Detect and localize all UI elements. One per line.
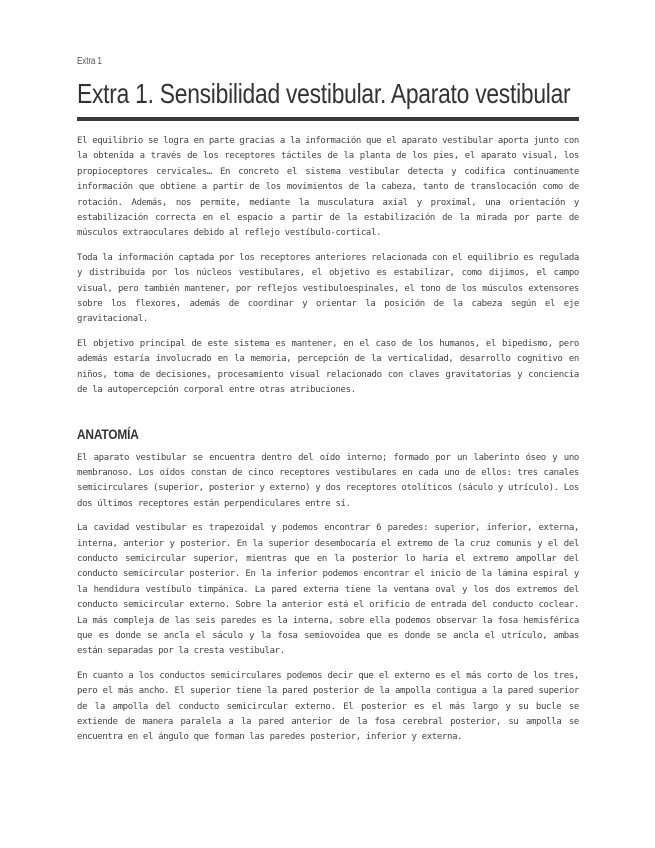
page-title: Extra 1. Sensibilidad vestibular. Aparato vestibular [77, 78, 571, 109]
intro-paragraph-1: El equilibrio se logra en parte gracias a la información que el aparato vestibular aporta junto con la obtenida a través de los receptores táctiles de la planta de los pies, el aparato visual, los propioceptores cervicales… En concreto el sistema vestibular detecta y codifica continuamente información que obtiene a partir de los movimientos de la cabeza, tanto de translocación como de rotación. Además, nos permite, mediante la musculatura axial y proximal, una orientación y estabilización correcta en el espacio a partir de la estabilización de la mirada por parte de músculos extraoculares debido al reflejo vestíbulo-cortical. [77, 136, 579, 239]
intro-paragraph-2: Toda la información captada por los receptores anteriores relacionada con el equilibrio es regulada y distribuida por los núcleos vestibulares, el objetivo es estabilizar, como dijimos, el campo visual, pero también mantener, por reflejos vestibuloespinales, el tono de los músculos extensores sobre los flexores, además de coordinar y orientar la posición de la cabeza según el eje gravitacional. [77, 252, 579, 325]
anatomia-paragraph-1: El aparato vestibular se encuentra dentro del oído interno; formado por un laberinto óseo y uno membranoso. Los oídos constan de cinco receptores vestibulares en cada uno de ellos: tres canales semicirculares (superior, posterior y externo) y dos receptores otolíticos (sáculo y utrículo). Los dos últimos receptores están perpendiculares entre sí. [77, 452, 579, 509]
anatomia-paragraph-2: La cavidad vestibular es trapezoidal y podemos encontrar 6 paredes: superior, inferior, externa, interna, anterior y posterior. En la superior desembocaría el extremo de la cruz comunis y el del conducto semicircular superior, mientras que en la posterior lo haría el extremo ampollar del conducto semicircular posterior. En la inferior podemos encontrar el inicio de la lámina espiral y la hendidura vestíbulo timpánica. La pared externa tiene la ventana oval y los dos extremos del conducto semicircular externo. Sobre la anterior está el orificio de entrada del conducto coclear. La más compleja de las seis paredes es la interna, sobre ella podemos observar la fosa hemisférica que es donde se ancla el sáculo y la fosa semiovoidea que es donde se ancla el utrículo, ambas están separadas por la cresta vestibular. [77, 523, 579, 657]
title-rule [77, 117, 579, 121]
running-head: Extra 1 [77, 56, 102, 67]
anatomia-section [77, 426, 579, 746]
intro-section [77, 134, 579, 399]
anatomia-paragraph-3: En cuanto a los conductos semicirculares podemos decir que el externo es el más corto de los tres, pero el más ancho. El superior tiene la pared posterior de la ampolla contigua a la pared superior de la ampolla del conducto semicircular externo. El posterior es el más largo y su bucle se extiende de manera paralela a la pared anterior de la fosa cerebral posterior, su ampolla se encuentra en el ángulo que forman las paredes posterior, inferior y externa. [77, 670, 579, 743]
document-page [77, 56, 579, 755]
intro-paragraph-3: El objetivo principal de este sistema es mantener, en el caso de los humanos, el bipedismo, pero además estaría involucrado en la memoria, percepción de la verticalidad, desarrollo cognitivo en niños, toma de decisiones, procesamiento visual relacionado con claves gravitatorias y conciencia de la autopercepción corporal entre otras atribuciones. [77, 338, 579, 396]
section-heading-anatomia: ANATOMÍA [77, 425, 139, 442]
